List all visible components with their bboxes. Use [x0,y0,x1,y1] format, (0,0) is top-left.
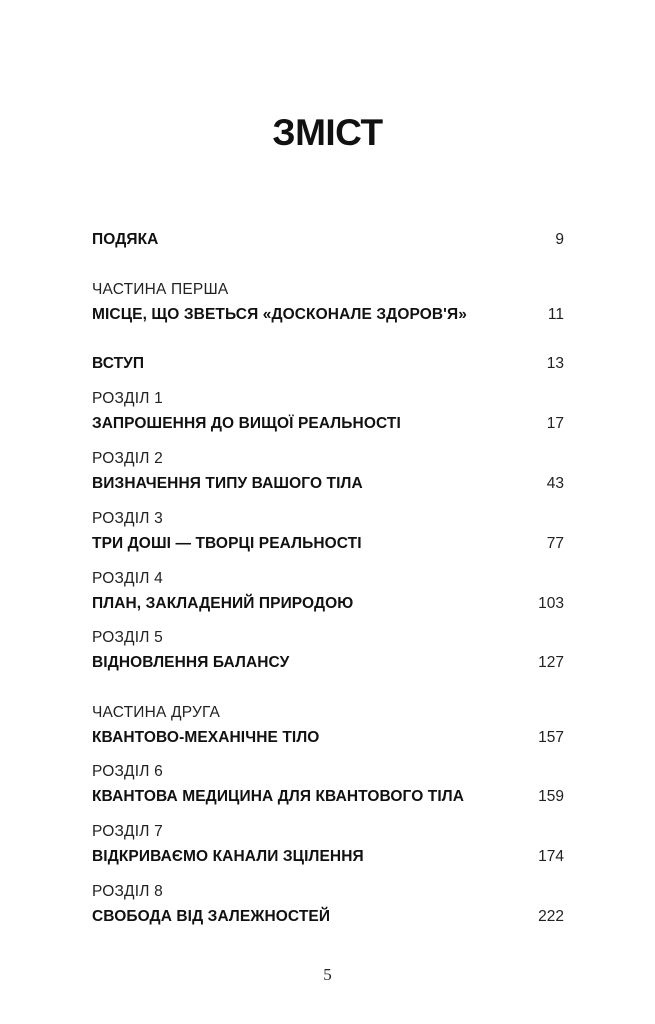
entry-title: ПЛАН, ЗАКЛАДЕНИЙ ПРИРОДОЮ [92,595,354,612]
entry-page-number: 43 [546,475,564,492]
toc-entry-row [92,471,564,497]
entry-page-number: 11 [547,306,564,323]
entry-chapter-label: РОЗДІЛ 4 [92,570,163,587]
entry-title: ПОДЯКА [92,231,159,248]
toc-entry-row [92,904,564,930]
entry-page-number: 103 [538,595,564,612]
entry-chapter-label: РОЗДІЛ 6 [92,763,163,780]
entry-title: КВАНТОВА МЕДИЦИНА ДЛЯ КВАНТОВОГО ТІЛА [92,788,465,805]
entry-page-number: 222 [538,908,564,925]
entry-page-number: 77 [546,535,564,552]
entry-title: МІСЦЕ, ЩО ЗВЕТЬСЯ «ДОСКОНАЛЕ ЗДОРОВ'Я» [92,306,467,323]
entry-chapter-label: РОЗДІЛ 5 [92,629,163,646]
toc-entry-row [92,725,564,751]
toc-entry-row [92,227,564,253]
entry-part-label: ЧАСТИНА ПЕРША [92,281,229,298]
toc-entry [92,626,564,676]
entry-page-number: 17 [546,415,564,432]
toc-entry [92,447,564,497]
toc-entry-row [92,844,564,870]
toc-entry [92,880,564,930]
toc-entry-row [92,591,564,617]
toc-entry [92,760,564,810]
entry-chapter-label: РОЗДІЛ 2 [92,450,163,467]
entry-chapter-label: РОЗДІЛ 1 [92,390,163,407]
entry-page-number: 174 [538,848,564,865]
entry-page-number: 13 [546,355,564,372]
toc-entry-row [92,784,564,810]
entry-title: СВОБОДА ВІД ЗАЛЕЖНОСТЕЙ [92,908,331,925]
entry-page-number: 127 [538,654,564,671]
entry-chapter-label: РОЗДІЛ 8 [92,883,163,900]
toc-entry [92,820,564,870]
toc-entry-row [92,302,564,328]
toc-entry [92,278,564,328]
entry-page-number: 157 [538,729,564,746]
entry-chapter-label: РОЗДІЛ 3 [92,510,163,527]
page-title: ЗМІСТ [272,112,383,153]
entry-part-label: ЧАСТИНА ДРУГА [92,704,221,721]
entry-title: ВІДКРИВАЄМО КАНАЛИ ЗЦІЛЕННЯ [92,848,364,865]
toc-entry [92,351,564,377]
toc-entry-row [92,650,564,676]
toc-entry-row [92,411,564,437]
toc-entry-row [92,351,564,377]
entry-title: ТРИ ДОШІ — ТВОРЦІ РЕАЛЬНОСТІ [92,535,362,552]
entry-title: ВСТУП [92,355,145,372]
toc-entry [92,507,564,557]
entry-title: ЗАПРОШЕННЯ ДО ВИЩОЇ РЕАЛЬНОСТІ [92,415,401,432]
entry-title: КВАНТОВО-МЕХАНІЧНЕ ТІЛО [92,729,320,746]
toc-entry [92,701,564,751]
toc-entry [92,387,564,437]
entry-chapter-label: РОЗДІЛ 7 [92,823,163,840]
toc-entry-row [92,531,564,557]
toc-entry [92,567,564,617]
page-number: 5 [323,965,332,984]
entry-title: ВИЗНАЧЕННЯ ТИПУ ВАШОГО ТІЛА [92,475,363,492]
entry-page-number: 159 [538,788,564,805]
entry-title: ВІДНОВЛЕННЯ БАЛАНСУ [92,654,290,671]
toc-entry [92,227,564,253]
entry-page-number: 9 [555,231,564,248]
